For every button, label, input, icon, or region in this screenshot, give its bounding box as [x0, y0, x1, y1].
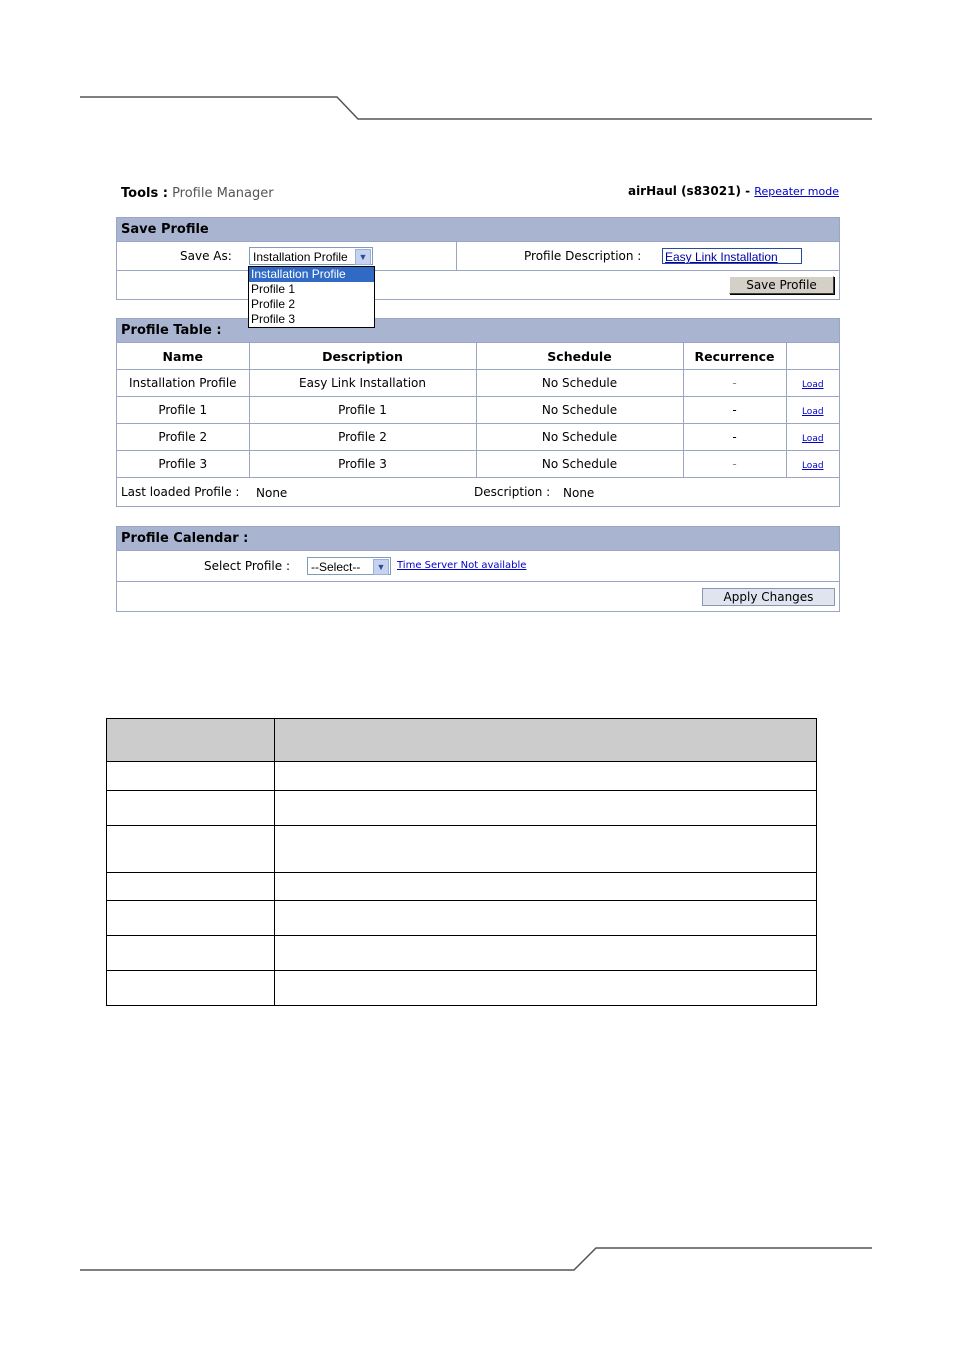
save-profile-panel [116, 217, 840, 300]
cell [275, 762, 817, 791]
cell [275, 901, 817, 936]
cell-description: Easy Link Installation [249, 370, 476, 397]
save-button-row [117, 271, 839, 299]
column-header-name: Name [117, 343, 249, 370]
header-cell [275, 719, 817, 762]
save-as-select[interactable] [249, 247, 373, 265]
save-as-row [117, 242, 839, 271]
cell-action [786, 370, 839, 397]
profile-table [117, 343, 839, 478]
last-loaded-row [117, 478, 839, 506]
cell [107, 901, 275, 936]
cell [275, 791, 817, 826]
cell-schedule: No Schedule [476, 370, 683, 397]
select-profile-label: Select Profile : [204, 559, 291, 573]
device-name: airHaul (s83021) [627, 184, 741, 198]
cell-recurrence: - [683, 370, 786, 397]
load-link[interactable]: Load [801, 380, 824, 390]
cell-name: Profile 3 [117, 451, 249, 478]
profile-table-panel [116, 318, 840, 507]
profile-table-title: Profile Table : [117, 319, 839, 343]
cell-schedule: No Schedule [476, 451, 683, 478]
time-server-link[interactable]: Time Server Not available [397, 560, 527, 571]
apply-row [117, 582, 839, 611]
repeater-mode-link[interactable]: Repeater mode [754, 185, 839, 198]
cell [275, 971, 817, 1006]
cell-description: Profile 3 [249, 451, 476, 478]
divider [456, 242, 457, 270]
table-row [107, 936, 817, 971]
column-header-recurrence: Recurrence [683, 343, 786, 370]
profile-description-label: Profile Description : [524, 249, 642, 263]
cell [275, 826, 817, 873]
save-as-dropdown-list [248, 266, 375, 328]
apply-changes-button[interactable]: Apply Changes [702, 588, 835, 606]
cell-schedule: No Schedule [476, 397, 683, 424]
dropdown-option[interactable]: Profile 3 [251, 312, 296, 326]
header-cell [107, 719, 275, 762]
save-as-label: Save As: [180, 249, 232, 263]
cell [107, 873, 275, 901]
dropdown-option[interactable]: Profile 2 [251, 297, 296, 311]
last-description-label: Description : [474, 485, 551, 499]
cell-name: Profile 2 [117, 424, 249, 451]
cell [275, 936, 817, 971]
document-table [106, 718, 817, 1006]
table-row [117, 397, 839, 424]
cell-description: Profile 2 [249, 424, 476, 451]
table-row [107, 791, 817, 826]
save-profile-button[interactable]: Save Profile [729, 276, 834, 294]
table-row [107, 873, 817, 901]
save-profile-title: Save Profile [117, 218, 839, 242]
cell-name: Profile 1 [117, 397, 249, 424]
cell-description: Profile 1 [249, 397, 476, 424]
cell [275, 873, 817, 901]
table-row [107, 901, 817, 936]
table-row [107, 971, 817, 1006]
table-header-row [117, 343, 839, 370]
chevron-down-icon[interactable]: ▼ [373, 559, 389, 575]
cell [107, 762, 275, 791]
chevron-down-icon[interactable]: ▼ [355, 249, 371, 265]
dropdown-option[interactable]: Profile 1 [251, 282, 296, 296]
column-header-action [786, 343, 839, 370]
column-header-schedule: Schedule [476, 343, 683, 370]
select-profile-row [117, 551, 839, 582]
last-description-value: None [563, 486, 595, 500]
cell-action [786, 397, 839, 424]
load-link[interactable]: Load [801, 407, 824, 417]
dropdown-option[interactable]: Installation Profile [249, 267, 374, 282]
breadcrumb-section: Tools : [121, 186, 168, 201]
cell-recurrence: - [683, 397, 786, 424]
breadcrumb [121, 186, 274, 201]
load-link[interactable]: Load [801, 434, 824, 444]
profile-calendar-title: Profile Calendar : [117, 527, 839, 551]
table-row [117, 424, 839, 451]
separator: - [745, 184, 751, 198]
document-table-header [107, 719, 817, 762]
profile-description-input[interactable]: Easy Link Installation [662, 248, 802, 264]
cell-schedule: No Schedule [476, 424, 683, 451]
cell [107, 791, 275, 826]
cell-name: Installation Profile [117, 370, 249, 397]
cell-recurrence: - [683, 424, 786, 451]
profile-calendar-panel [116, 526, 840, 612]
cell [107, 826, 275, 873]
select-profile-dropdown[interactable] [307, 557, 391, 575]
cell [107, 936, 275, 971]
table-row [107, 762, 817, 791]
select-profile-value: --Select-- [311, 560, 361, 574]
cell [107, 971, 275, 1006]
device-info [628, 184, 839, 198]
cell-action [786, 451, 839, 478]
last-loaded-value: None [256, 486, 288, 500]
save-as-value: Installation Profile [253, 250, 348, 264]
table-row [117, 370, 839, 397]
page-title: Profile Manager [172, 186, 274, 201]
column-header-description: Description [249, 343, 476, 370]
cell-action [786, 424, 839, 451]
table-row [117, 451, 839, 478]
last-loaded-label: Last loaded Profile : [121, 485, 240, 499]
load-link[interactable]: Load [801, 461, 824, 471]
table-row [107, 826, 817, 873]
cell-recurrence: - [683, 451, 786, 478]
